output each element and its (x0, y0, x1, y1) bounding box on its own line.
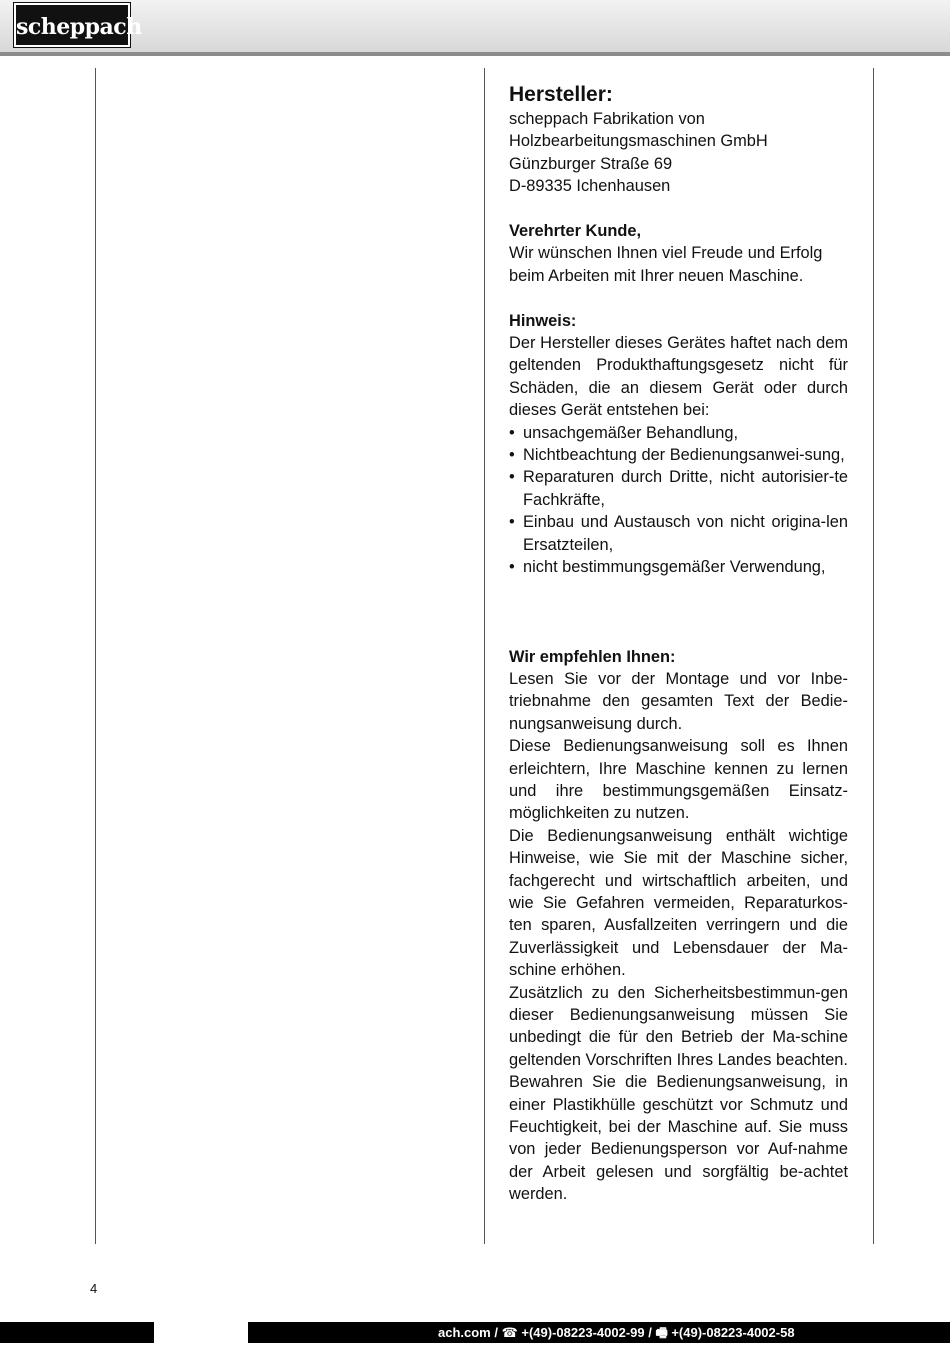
notice-bullet: • Reparaturen durch Dritte, nicht autorisier-te Fachkräfte, (509, 466, 848, 511)
manufacturer-line: D-89335 Ichenhausen (509, 177, 671, 196)
recommend-paragraph: Bewahren Sie die Bedienungsanweisung, in einer Plastikhülle geschützt vor Schmutz und Feuchtigkeit, bei der Maschine auf. Sie muss von jeder Bedienungsperson vor Auf-nahme der Arbeit gelesen und sorgfältig be-achtet werden. (509, 1073, 848, 1204)
notice-bullet: • Nichtbeachtung der Bedienungsanwei-sung, (509, 444, 848, 466)
recommend-paragraph: Lesen Sie vor der Montage und vor Inbe-triebnahme den gesamten Text der Bedie-nungsanweisung durch. (509, 669, 848, 733)
notice-bullet-list (509, 422, 848, 579)
manufacturer-line: Günzburger Straße 69 (509, 154, 673, 173)
notice-bullet: • Einbau und Austausch von nicht origina-len Ersatzteilen, (509, 511, 848, 556)
recommend-title: Wir empfehlen Ihnen: (509, 647, 676, 666)
notice-title: Hinweis: (509, 311, 577, 330)
manufacturer-line: scheppach Fabrikation von (509, 110, 705, 128)
notice-bullet: • unsachgemäßer Behandlung, (509, 422, 848, 444)
greeting-title: Verehrter Kunde, (509, 222, 642, 241)
notice-text: Der Hersteller dieses Gerätes haftet nach dem geltenden Produkthaftungsgesetz nicht für Schäden, die an diesem Gerät oder durch dieses Gerät entstehen bei: (509, 334, 848, 420)
notice-bullet: • nicht bestimmungsgemäßer Verwendung, (509, 556, 848, 578)
greeting-text: Wir wünschen Ihnen viel Freude und Erfolg beim Arbeiten mit Ihrer neuen Maschine. (509, 244, 823, 285)
page-number: 4 (90, 1281, 98, 1296)
column-divider-right (873, 68, 874, 1244)
manufacturer-line: Holzbearbeitungsmaschinen GmbH (509, 132, 768, 151)
brand-logo: scheppach (14, 3, 130, 47)
recommend-paragraph: Diese Bedienungsanweisung soll es Ihnen erleichtern, Ihre Maschine kennen zu lernen und ihre bestimmungsgemäßen Einsatz-möglichkeiten zu nutzen. (509, 737, 848, 823)
column-divider-left (95, 68, 96, 1244)
recommend-paragraph: Zusätzlich zu den Sicherheitsbestimmun-gen dieser Bedienungsanweisung müssen Sie unbedingt die für den Betrieb der Ma-schine geltenden Vorschriften Ihres Landes beachten. (509, 983, 848, 1069)
header-bar (0, 0, 950, 56)
footer-contact: ach.com / ☎ +(49)-08223-4002-99 / 🖷 +(49)-08223-4002-58 (438, 1325, 795, 1340)
recommend-paragraph: Die Bedienungsanweisung enthält wichtige Hinweise, wie Sie mit der Maschine sicher, fachgerecht und wirtschaftlich arbeiten, und wie Sie Gefahren vermeiden, Reparaturkos-ten sparen, Ausfallzeiten verringern und die Zuverlässigkeit und Lebensdauer der Ma-schine erhöhen. (509, 826, 848, 980)
manufacturer-title: Hersteller: (509, 83, 613, 106)
footer-bar-right (248, 1322, 950, 1343)
text-column (509, 82, 848, 1206)
footer-bar-left (0, 1322, 154, 1343)
column-divider-middle (484, 68, 485, 1244)
